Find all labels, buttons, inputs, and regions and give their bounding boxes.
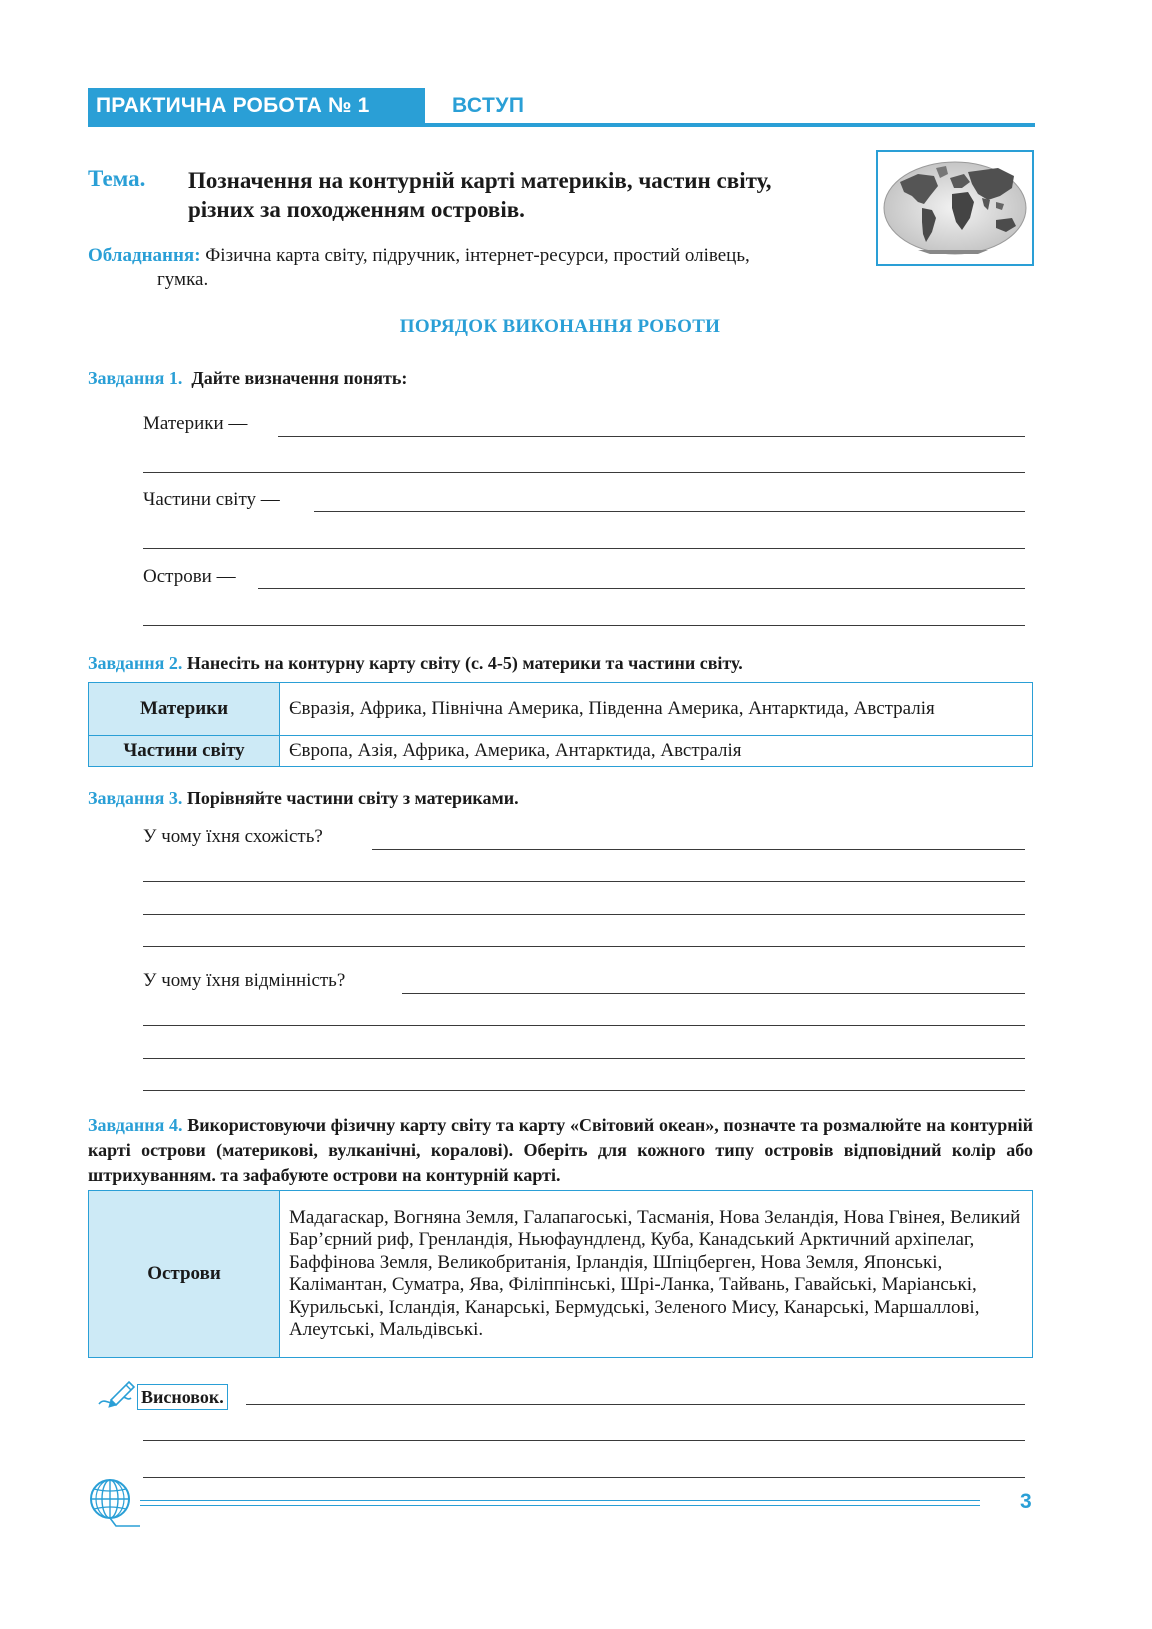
- task2-table: [88, 682, 1033, 767]
- task2-label: Завдання 2.: [88, 653, 183, 673]
- question-similarity: У чому їхня схожість?: [143, 826, 323, 847]
- answer-line[interactable]: [143, 1477, 1025, 1478]
- answer-line[interactable]: [278, 436, 1025, 437]
- task1-heading: [88, 366, 407, 391]
- task4-text: Використовуючи фізичну карту світу та карту «Світовий океан», позначте та розмалюйте на контурній карті острови (материкові, вулканічні, коралові). Оберіть для кожного типу островів відповідний колір або штрихуванням. та зафабуюте острови на контурній карті.: [88, 1115, 1034, 1185]
- task4-table: [88, 1190, 1033, 1358]
- equipment-continuation: гумка.: [157, 269, 209, 290]
- order-title: ПОРЯДОК ВИКОНАННЯ РОБОТИ: [399, 316, 721, 337]
- task1-label: Завдання 1.: [88, 368, 183, 388]
- task4-heading: [88, 1113, 1033, 1188]
- table-row: [89, 683, 1033, 736]
- answer-line[interactable]: [402, 993, 1025, 994]
- page-number: 3: [1020, 1490, 1032, 1513]
- table-value-cell: Євразія, Африка, Північна Америка, Південна Америка, Антарктида, Австралія: [280, 683, 1033, 736]
- equipment-label: Обладнання:: [88, 245, 201, 266]
- equipment-text: Фізична карта світу, підручник, інтернет-ресурси, простий олівець,: [205, 245, 750, 266]
- task1-text: Дайте визначення понять:: [191, 368, 408, 388]
- table-value-cell: Мадагаскар, Вогняна Земля, Галапагоські, Тасманія, Нова Зеландія, Нова Гвінея, Великий Бар’єрний риф, Гренландія, Ньюфаундленд, Куба, Канадський Арктичний архіпелаг, Баффінова Земля, Великобританія, Ірландія, Шпіцберген, Нова Земля, Японські, Калімантан, Суматра, Ява, Філіппінські, Шрі-Ланка, Тайвань, Гавайські, Маріанські, Курильські, Ісландія, Канарські, Бермудські, Зеленого Мису, Канарські, Маршаллові, Алеутські, Мальдівські.: [280, 1191, 1033, 1358]
- field-ostrovy-label: Острови —: [143, 566, 236, 587]
- answer-line[interactable]: [143, 881, 1025, 882]
- answer-line[interactable]: [372, 849, 1025, 850]
- answer-line[interactable]: [143, 548, 1025, 549]
- answer-line[interactable]: [143, 1440, 1025, 1441]
- topic-text: Позначення на контурній карті материків, частин світу, різних за походженням островів.: [188, 168, 772, 222]
- answer-line[interactable]: [143, 1058, 1025, 1059]
- task4-label: Завдання 4.: [88, 1115, 183, 1135]
- table-head-cell: Острови: [89, 1191, 280, 1358]
- question-difference: У чому їхня відмінність?: [143, 970, 346, 991]
- world-map-icon: [876, 150, 1034, 266]
- answer-line[interactable]: [143, 914, 1025, 915]
- header-rule: [88, 123, 1035, 127]
- answer-line[interactable]: [143, 1025, 1025, 1026]
- answer-line[interactable]: [143, 946, 1025, 947]
- task3-label: Завдання 3.: [88, 788, 183, 808]
- task2-heading: [88, 651, 743, 676]
- table-head-cell: Материки: [89, 683, 280, 736]
- task3-heading: [88, 786, 519, 811]
- table-value-cell: Європа, Азія, Африка, Америка, Антарктида, Австралія: [280, 736, 1033, 767]
- footer-rule: [140, 1500, 980, 1501]
- conclusion-label: Висновок.: [137, 1384, 228, 1410]
- answer-line[interactable]: [143, 472, 1025, 473]
- answer-line[interactable]: [143, 1090, 1025, 1091]
- answer-line[interactable]: [258, 588, 1025, 589]
- table-row: [89, 736, 1033, 767]
- table-row: [89, 1191, 1033, 1358]
- table-head-cell: Частини світу: [89, 736, 280, 767]
- globe-icon: [86, 1476, 140, 1533]
- field-chastyny-label: Частини світу —: [143, 489, 280, 510]
- answer-line[interactable]: [143, 625, 1025, 626]
- section-title: ВСТУП: [452, 94, 525, 117]
- task2-text: Нанесіть на контурну карту світу (с. 4-5) материки та частини світу.: [186, 653, 743, 673]
- answer-line[interactable]: [246, 1404, 1025, 1405]
- pen-writing-icon: [97, 1378, 137, 1417]
- field-materyky-label: Материки —: [143, 413, 248, 434]
- page-title: ПРАКТИЧНА РОБОТА № 1: [96, 94, 370, 117]
- topic-label: Тема.: [88, 166, 146, 191]
- task3-text: Порівняйте частини світу з материками.: [186, 788, 519, 808]
- footer-rule: [140, 1505, 980, 1506]
- equipment-line: [88, 242, 878, 269]
- answer-line[interactable]: [314, 511, 1025, 512]
